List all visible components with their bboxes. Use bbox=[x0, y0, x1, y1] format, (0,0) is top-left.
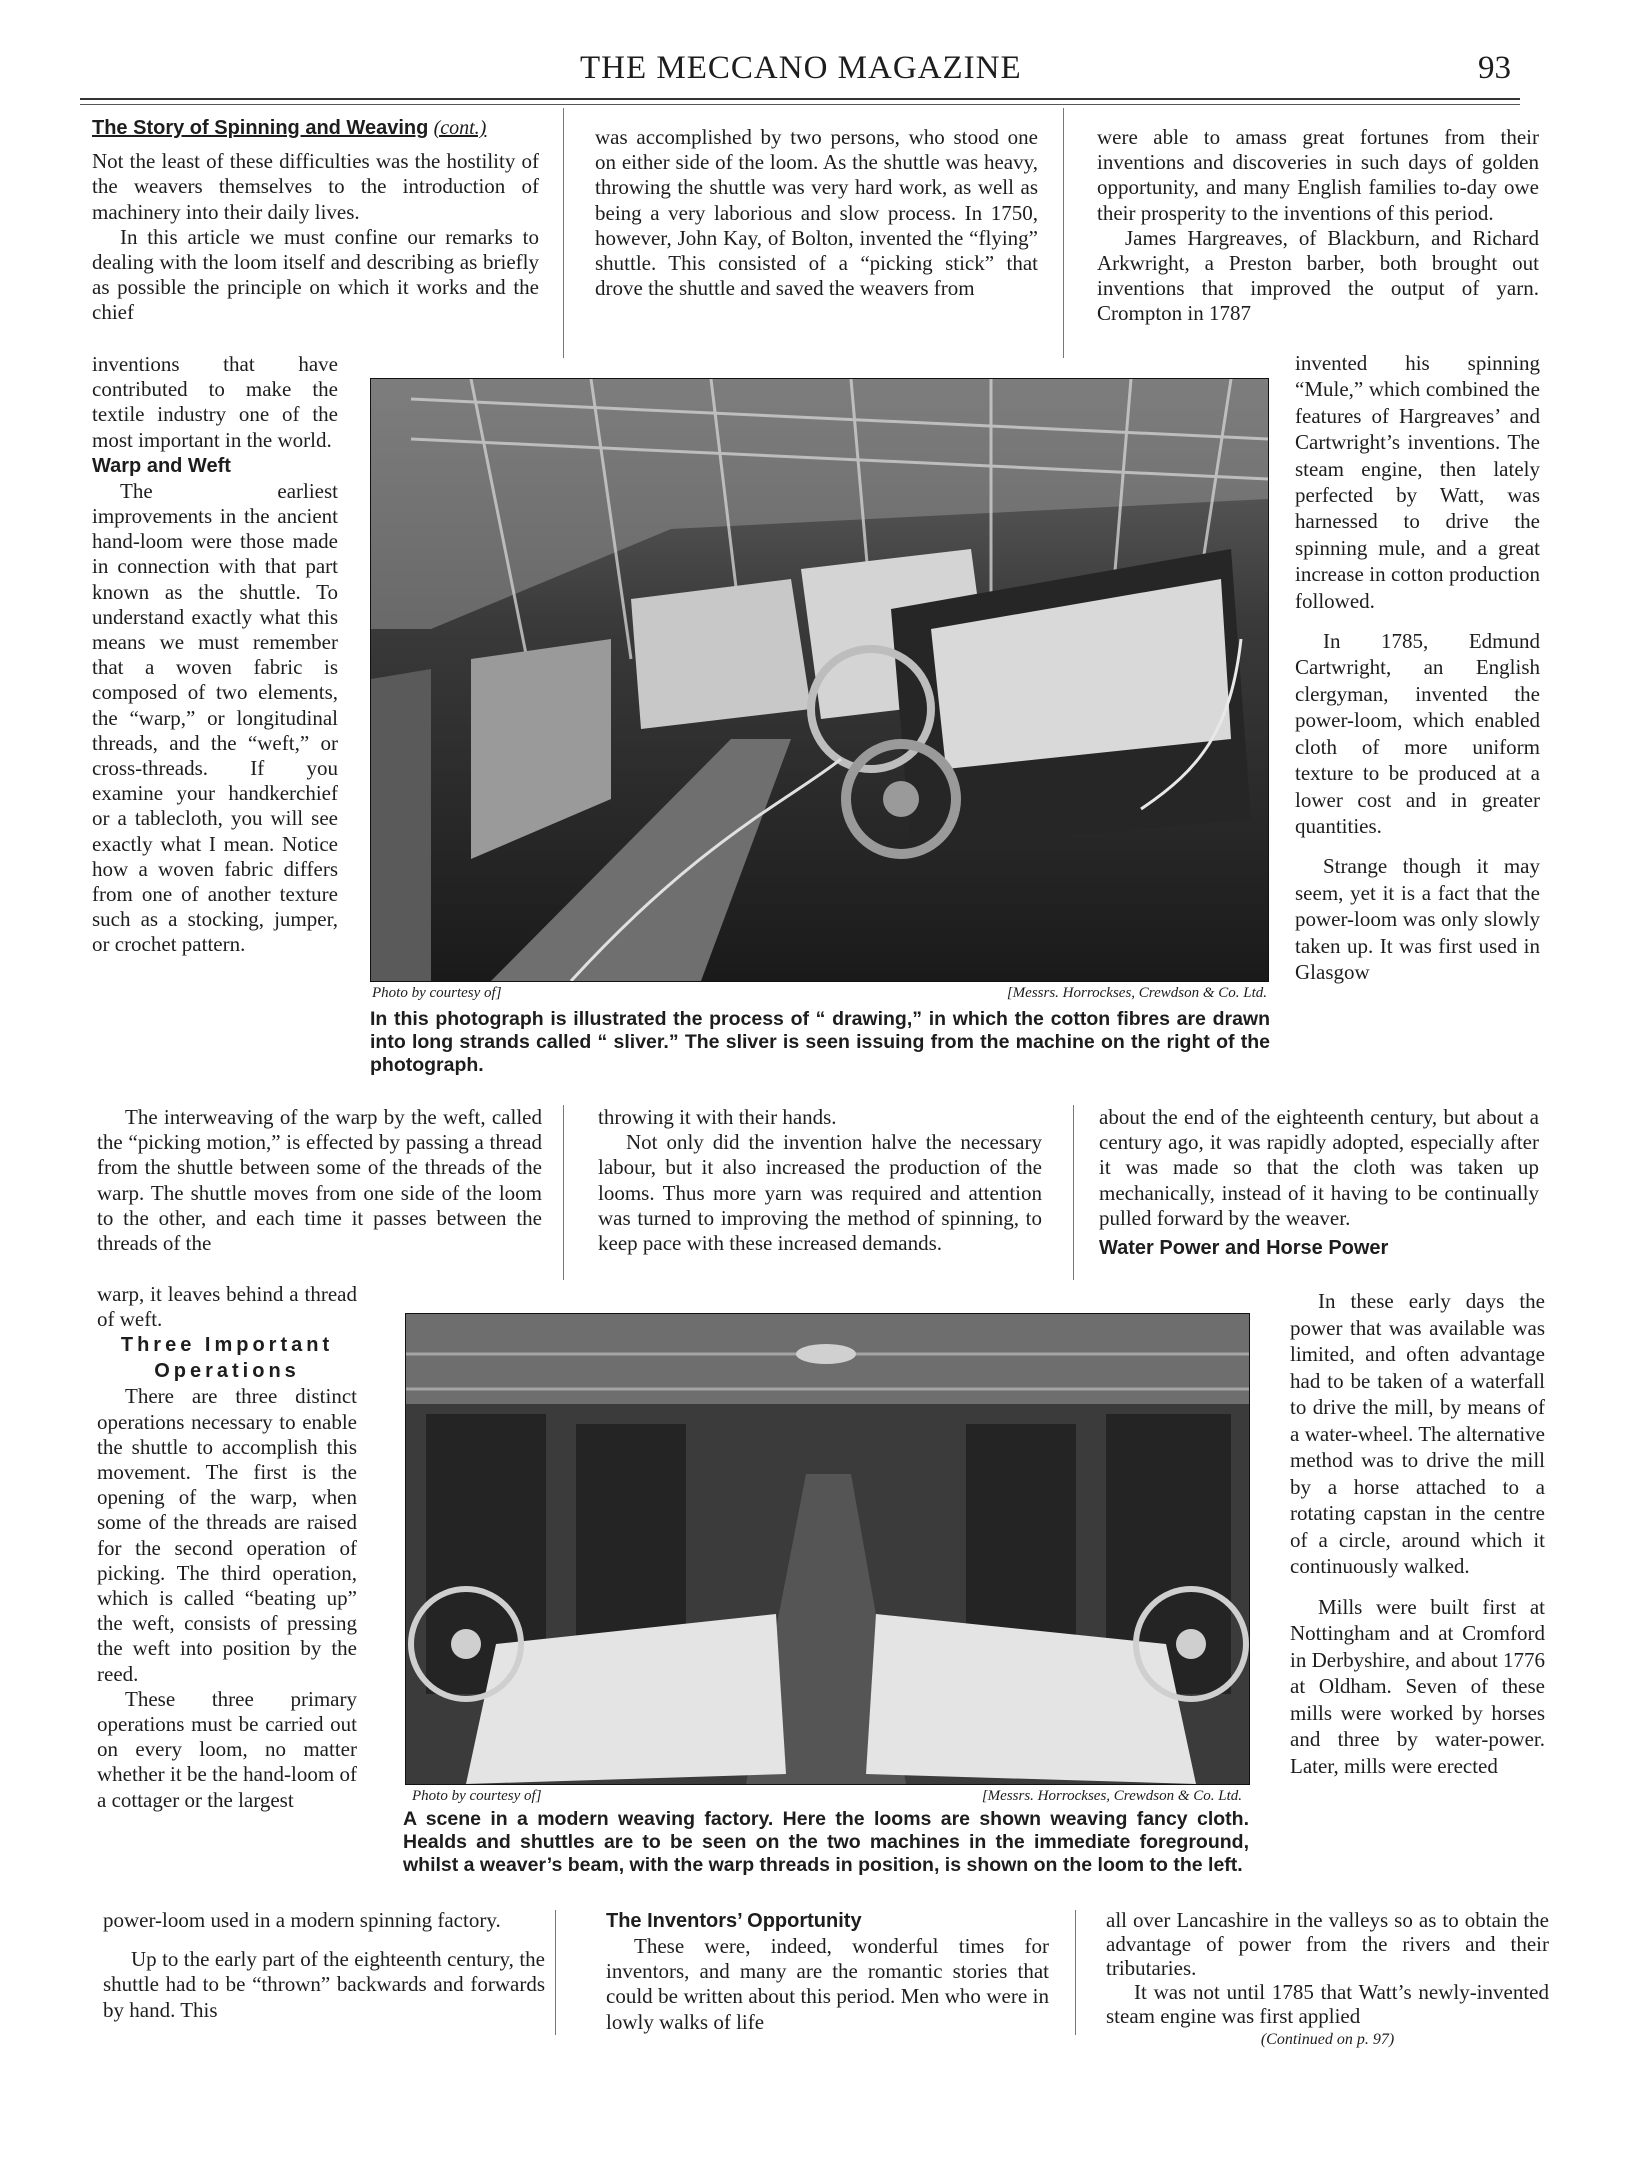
paragraph: Not only did the invention halve the necessary labour, but it also increased the production of the looms. Thus more yarn was required and attention was turned to improving the method of spinning, to keep pace with these increased demands. bbox=[598, 1130, 1042, 1256]
paragraph: In 1785, Edmund Cartwright, an English clergyman, invented the power-loom, which enabled cloth of more uniform texture to be produced at a lower cost and in greater quantities. bbox=[1295, 629, 1540, 838]
col3-bottom bbox=[1106, 1908, 1549, 2052]
continued-note: (Continued on p. 97) bbox=[1260, 2031, 1395, 2048]
col1-bottom bbox=[103, 1908, 545, 2023]
paragraph: Mills were built first at Nottingham and at Cromford in Derbyshire, and about 1776 at Oldham. Seven of these mills were worked by horses and three by water-power. Later, mills were erected bbox=[1290, 1594, 1545, 1778]
col1-narrow2 bbox=[97, 1282, 357, 1813]
photo1-credit-right: [Messrs. Horrockses, Crewdson & Co. Ltd. bbox=[1006, 985, 1267, 1001]
paragraph: These three primary operations must be carried out on every loom, no matter whether it be the hand-loom of a cottager or the largest bbox=[97, 1686, 357, 1812]
page-number: 93 bbox=[1478, 50, 1511, 86]
paragraph: The earliest improvements in the ancient hand-loom were those made in connection with that part known as the shuttle. To understand exactly what this means we must remember that a woven fabric is composed of two elements, the “warp,” or longitudinal threads, and the “weft,” or cross-threads. If you examine your handkerchief or a tablecloth, you will see exactly what I mean. Notice how a woven fabric differs from one of another texture such as a stocking, jumper, or crochet pattern. bbox=[92, 478, 338, 957]
section-heading-warp-weft: Warp and Weft bbox=[92, 454, 231, 477]
paragraph: were able to amass great fortunes from their inventions and discoveries in such days of golden opportunity, and many English families to-day owe their prosperity to the inventions of this period. bbox=[1097, 125, 1539, 225]
paragraph: The interweaving of the warp by the weft, called the “picking motion,” is effected by passing a thread from the shuttle between some of the threads of the warp. The shuttle moves from one side of the loom to the other, and each time it passes between the threads of the bbox=[97, 1105, 542, 1256]
column-divider bbox=[555, 1910, 556, 2035]
paragraph: In these early days the power that was available was limited, and often advantage had to be taken of a waterfall to drive the mill, by means of a water-wheel. The alternative method was to drive the mill by a horse attached to a rotating capstan in the centre of a circle, around which it continuously walked. bbox=[1290, 1289, 1545, 1578]
column-divider bbox=[563, 108, 564, 358]
photo2-credit-left: Photo by courtesy of] bbox=[412, 1788, 542, 1804]
column-divider bbox=[1063, 108, 1064, 358]
paragraph: Strange though it may seem, yet it is a fact that the power-loom was only slowly taken up. It was first used in Glasgow bbox=[1295, 854, 1540, 984]
column-divider bbox=[1075, 1910, 1076, 2035]
col1-narrow bbox=[92, 352, 338, 958]
paragraph: There are three distinct operations necessary to enable the shuttle to accomplish this movement. The first is the opening of the warp, when some of the threads are raised for the second operation of picking. The third operation, which is called “beating up” the weft, consists of pressing the weft into position by the reed. bbox=[97, 1384, 357, 1686]
col3-mid bbox=[1099, 1105, 1539, 1261]
header-rule-thin bbox=[80, 104, 1520, 105]
paragraph: Not the least of these difficulties was the hostility of the weavers themselves to the introduction of machinery into their daily lives. bbox=[92, 149, 539, 224]
photo1-caption: In this photograph is illustrated the process of “ drawing,” in which the cotton fibres are drawn into long strands called “ sliver.” The sliver is seen issuing from the machine on the right of the photograph. bbox=[370, 1008, 1270, 1076]
paragraph: In this article we must confine our remarks to dealing with the loom itself and describing as briefly as possible the principle on which it works and the chief bbox=[92, 224, 539, 325]
photo2-credit-right: [Messrs. Horrockses, Crewdson & Co. Ltd. bbox=[981, 1788, 1242, 1804]
col3-top bbox=[1097, 125, 1539, 327]
col1-top bbox=[92, 115, 539, 326]
paragraph: These were, indeed, wonderful times for inventors, and many are the romantic stories that could be written about this period. Men who were in lowly walks of life bbox=[606, 1934, 1049, 2034]
magazine-title: THE MECCANO MAGAZINE bbox=[580, 50, 1022, 86]
col3-narrow2 bbox=[1290, 1288, 1545, 1779]
photo1-credit bbox=[372, 985, 1267, 1002]
paragraph: Up to the early part of the eighteenth century, the shuttle had to be “thrown” backwards and forwards by hand. This bbox=[103, 1947, 545, 2022]
paragraph: power-loom used in a modern spinning factory. bbox=[103, 1908, 501, 1932]
section-heading-water-power: Water Power and Horse Power bbox=[1099, 1237, 1389, 1260]
photo2-caption: A scene in a modern weaving factory. Here the looms are shown weaving fancy cloth. Healds and shuttles are to be seen on the two machines in the immediate foreground, whilst a weaver’s beam, with the warp threads in position, is shown on the loom to the left. bbox=[403, 1808, 1249, 1876]
col1-mid bbox=[97, 1105, 542, 1256]
col3-narrow bbox=[1295, 350, 1540, 985]
col2-bottom bbox=[606, 1908, 1049, 2035]
header-rule bbox=[80, 98, 1520, 100]
paragraph: invented his spinning “Mule,” which combined the features of Hargreaves’ and Cartwright’s inventions. The steam engine, then lately perfected by Watt, was harnessed to drive the spinning mule, and a great increase in cotton production followed. bbox=[1295, 351, 1540, 613]
drawing-frame-illustration bbox=[371, 379, 1268, 981]
photo1-credit-left: Photo by courtesy of] bbox=[372, 985, 502, 1001]
paragraph: warp, it leaves behind a thread of weft. bbox=[97, 1282, 357, 1332]
paragraph: inventions that have contributed to make the textile industry one of the most important in the world. bbox=[92, 352, 338, 452]
paragraph: about the end of the eighteenth century, but about a century ago, it was rapidly adopted, especially after it was made so that the cloth was taken up mechanically, instead of it having to be continually pulled forward by the weaver. bbox=[1099, 1105, 1539, 1230]
paragraph: throwing it with their hands. bbox=[598, 1105, 837, 1129]
photo-drawing-frames bbox=[370, 378, 1269, 982]
paragraph: all over Lancashire in the valleys so as to obtain the advantage of power from the rivers and their tributaries. bbox=[1106, 1908, 1549, 1980]
paragraph: James Hargreaves, of Blackburn, and Richard Arkwright, a Preston barber, both brought out inventions that improved the output of yarn. Crompton in 1787 bbox=[1097, 225, 1539, 326]
weaving-factory-illustration bbox=[406, 1314, 1249, 1784]
photo2-credit bbox=[412, 1788, 1242, 1805]
column-divider bbox=[563, 1105, 564, 1280]
paragraph: It was not until 1785 that Watt’s newly-invented steam engine was first applied bbox=[1106, 1980, 1549, 2028]
paragraph: was accomplished by two persons, who stood one on either side of the loom. As the shuttle was heavy, throwing the shuttle was very hard work, as well as being a very laborious and slow process. In 1750, however, John Kay, of Bolton, invented the “flying” shuttle. This consisted of a “picking stick” that drove the shuttle and saved the weavers from bbox=[595, 125, 1038, 301]
article-title-suffix: (cont.) bbox=[433, 117, 487, 139]
section-heading-three-operations: Three Important Operations bbox=[120, 1334, 334, 1383]
column-divider bbox=[1073, 1105, 1074, 1280]
col2-mid bbox=[598, 1105, 1042, 1256]
photo-weaving-factory bbox=[405, 1313, 1250, 1785]
col2-top bbox=[595, 125, 1038, 301]
article-title: The Story of Spinning and Weaving bbox=[92, 117, 429, 139]
section-heading-inventors: The Inventors’ Opportunity bbox=[606, 1910, 862, 1932]
